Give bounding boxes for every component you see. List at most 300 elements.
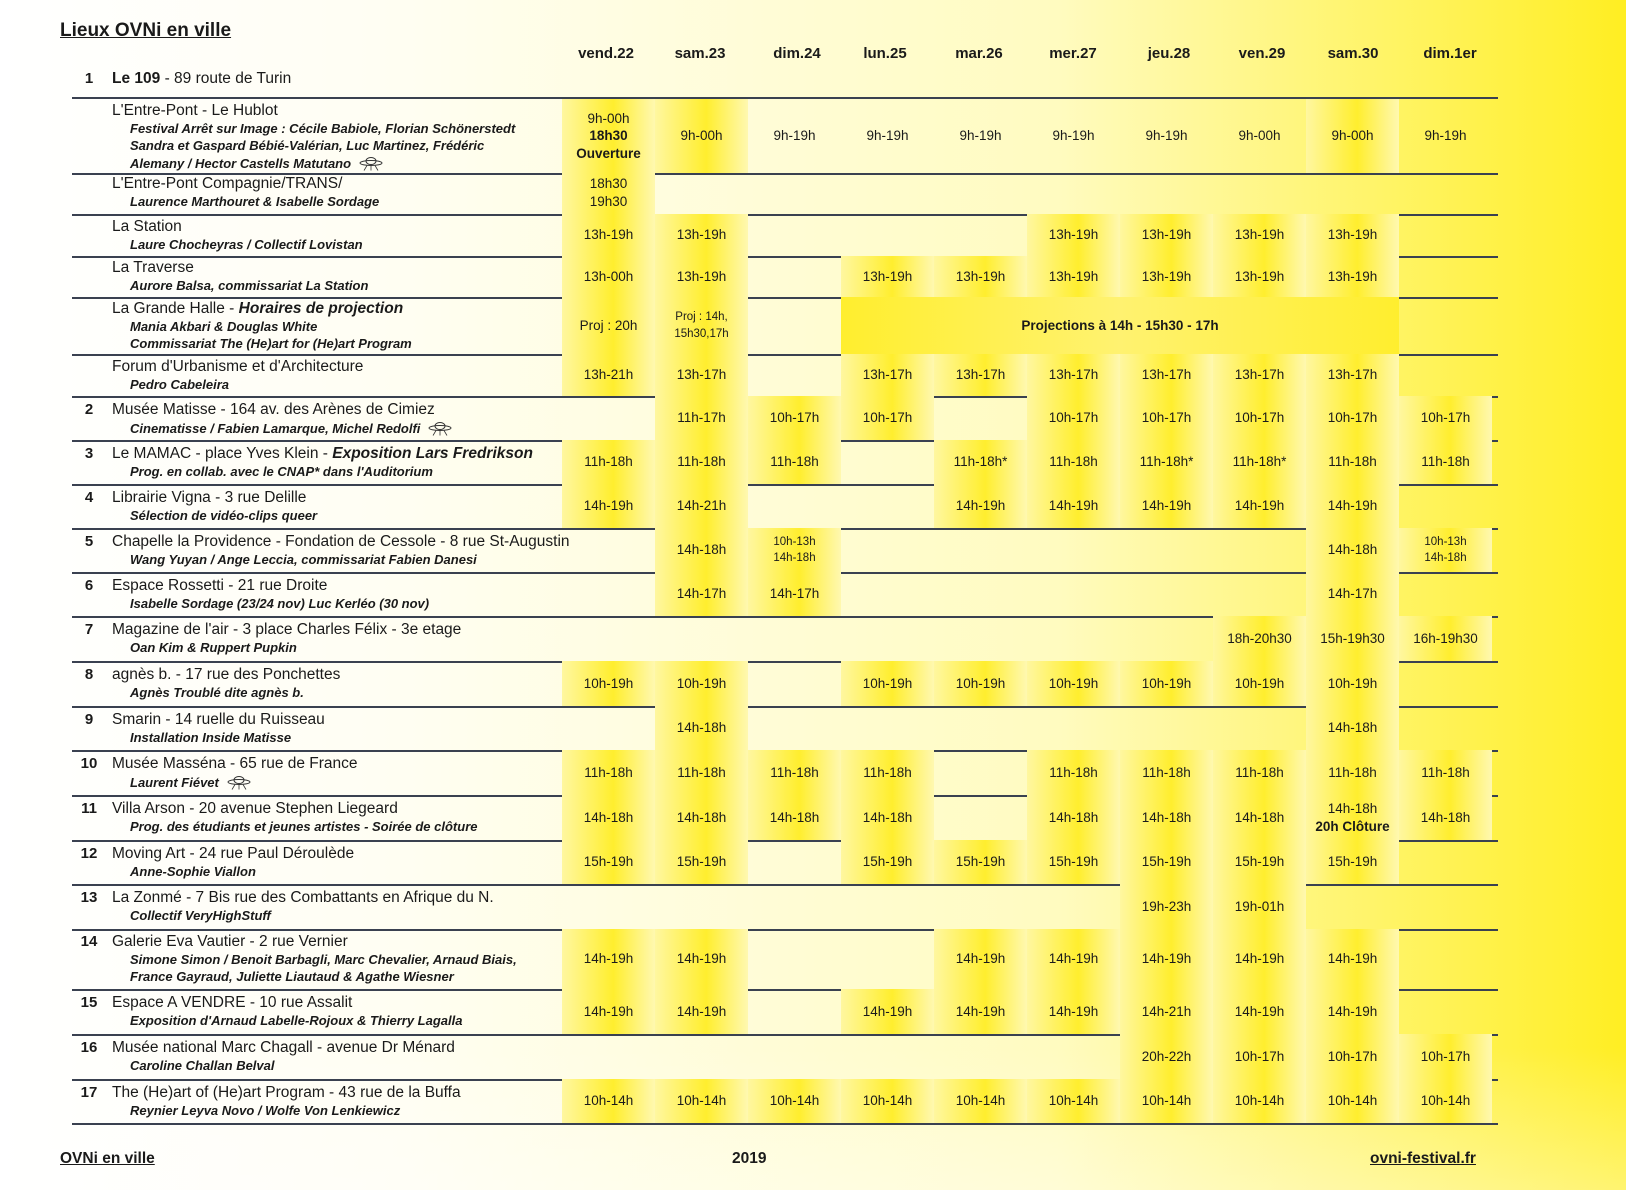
venue-label: Smarin - 14 ruelle du Ruisseau [112, 711, 325, 728]
venue-subtitle-text: Caroline Challan Belval [130, 1058, 275, 1073]
schedule-cell: 10h-17h [1306, 1034, 1399, 1079]
schedule-cell: 14h-17h [1306, 572, 1399, 616]
ufo-icon [227, 774, 251, 793]
venue-number: 6 [84, 577, 94, 594]
day-header: dim.1er [1423, 45, 1477, 62]
schedule-cell: 19h-01h [1213, 884, 1306, 929]
schedule-cell: 10h-17h [1213, 1034, 1306, 1079]
venue-subtitle [130, 774, 251, 793]
schedule-cell: 14h-19h [1027, 484, 1120, 528]
schedule-cell: 10h-14h [1306, 1079, 1399, 1123]
schedule-cell: 15h-19h30 [1306, 616, 1399, 661]
day-header: sam.23 [674, 45, 726, 62]
schedule-row [72, 884, 1498, 931]
venue-subtitle-text: Isabelle Sordage (23/24 nov) Luc Kerléo (30 nov) [130, 596, 430, 611]
schedule-cell: 14h-18h [841, 795, 934, 840]
schedule-row [72, 750, 1498, 797]
day-header: sam.30 [1327, 45, 1379, 62]
schedule-cell: 10h-17h [1213, 396, 1306, 440]
venue-label: La Zonmé - 7 Bis rue des Combattants en Afrique du N. [112, 889, 494, 906]
schedule-row [72, 528, 1498, 574]
venue-label: Musée Masséna - 65 rue de France [112, 755, 358, 772]
schedule-cell: 11h-18h [1027, 440, 1120, 484]
venue-subtitle [130, 864, 256, 879]
day-header: mer.27 [1049, 45, 1097, 62]
venue-number: 2 [84, 401, 94, 418]
schedule-cell: 9h-19h [773, 128, 816, 144]
venue-subtitle [130, 464, 433, 479]
venue-name [112, 845, 354, 863]
venue-label-bold: Horaires de projection [238, 300, 404, 317]
venue-number: 16 [80, 1039, 98, 1056]
schedule-cell: 9h-00h [1238, 128, 1281, 144]
schedule-cell: 10h-19h [1213, 661, 1306, 706]
venue-name [112, 175, 342, 193]
schedule-cell: 13h-19h [655, 256, 748, 297]
schedule-cell: 11h-18h [1399, 750, 1492, 795]
venue-number: 9 [84, 711, 94, 728]
venue-label: L'Entre-Pont - Le Hublot [112, 102, 278, 119]
day-header: mar.26 [955, 45, 1003, 62]
venue-subtitle-text: Anne-Sophie Viallon [130, 864, 256, 879]
venue-name [112, 1084, 461, 1102]
schedule-cell: 15h-19h [1027, 840, 1120, 884]
schedule-cell: 14h-18h [655, 706, 748, 750]
schedule-cell: 9h-19h [1424, 128, 1467, 144]
venue-number: 4 [84, 489, 94, 506]
venue-name [112, 577, 327, 595]
schedule-cell: 14h-18h [1306, 706, 1399, 750]
schedule-cell: 11h-17h [655, 396, 748, 440]
venue-subtitle-text: Laurence Marthouret & Isabelle Sordage [130, 194, 380, 209]
venue-subtitle [130, 237, 363, 252]
venue-subtitle [130, 819, 478, 834]
schedule-cell: 11h-18h [562, 750, 655, 795]
schedule-cell: 10h-19h [1306, 661, 1399, 706]
schedule-cell: 10h-14h [748, 1079, 841, 1123]
venue-name [112, 445, 533, 463]
ufo-icon [428, 420, 452, 439]
schedule-cell: 14h-19h [1306, 484, 1399, 528]
schedule-cell-line: 10h-13h [773, 535, 816, 548]
schedule-cell: 13h-19h [841, 256, 934, 297]
venue-label: La Grande Halle - [112, 300, 239, 317]
venue-subtitle-text: Mania Akbari & Douglas White [130, 319, 318, 334]
schedule-row [72, 929, 1498, 991]
venue-row-1 [72, 62, 1498, 92]
schedule-cell: 13h-21h [562, 354, 655, 396]
venue-subtitle [130, 552, 477, 567]
venue-label: Musée national Marc Chagall - avenue Dr Ménard [112, 1039, 455, 1056]
schedule-cell: 13h-19h [1306, 214, 1399, 256]
day-header: jeu.28 [1147, 45, 1191, 62]
schedule-cell: 13h-19h [1027, 214, 1120, 256]
schedule-cell: 14h-19h [841, 989, 934, 1034]
venue-subtitle-text: Commissariat The (He)art for (He)art Program [130, 336, 412, 351]
venue-label: Villa Arson - 20 avenue Stephen Liegeard [112, 800, 398, 817]
schedule-cell: 14h-18h [1120, 795, 1213, 840]
venue-subtitle [130, 194, 379, 209]
schedule-cell: 15h-19h [1306, 840, 1399, 884]
venue-label: agnès b. - 17 rue des Ponchettes [112, 666, 341, 683]
schedule-row [72, 1079, 1498, 1125]
schedule-cell: 11h-18h [1399, 440, 1492, 484]
venue-name [112, 358, 363, 376]
venue-number: 10 [80, 755, 98, 772]
schedule-row [72, 354, 1498, 398]
venue-name [112, 994, 352, 1012]
schedule-cell [1399, 528, 1492, 572]
schedule-cell-line: Ouverture [576, 145, 641, 161]
venue-subtitle [130, 685, 304, 700]
venue-subtitle [130, 138, 484, 153]
schedule-cell: 11h-18h* [1120, 440, 1213, 484]
venue-label: Forum d'Urbanisme et d'Architecture [112, 358, 364, 375]
schedule-cell: 16h-19h30 [1399, 616, 1492, 661]
schedule-cell: 14h-19h [1213, 484, 1306, 528]
schedule-cell: 15h-19h [1213, 840, 1306, 884]
venue-subtitle [130, 596, 429, 611]
schedule-cell: 14h-19h [1027, 929, 1120, 989]
schedule-cell: 14h-18h [748, 795, 841, 840]
schedule-cell: 11h-18h [1306, 750, 1399, 795]
schedule-cell: 9h-00h [1306, 99, 1399, 173]
schedule-cell: 14h-19h [934, 929, 1027, 989]
venue-label: La Traverse [112, 259, 194, 276]
schedule-cell-line: 14h-18h [1327, 800, 1378, 816]
schedule-cell: 11h-18h [841, 750, 934, 795]
venue-subtitle [130, 319, 317, 334]
venue-name [112, 933, 348, 951]
schedule-row [72, 256, 1498, 299]
schedule-cell [748, 528, 841, 572]
schedule-cell-line: 20h Clôture [1315, 818, 1390, 834]
venue-name [112, 489, 306, 507]
schedule-cell: 13h-19h [1120, 214, 1213, 256]
venue-label: Espace A VENDRE - 10 rue Assalit [112, 994, 353, 1011]
venue-subtitle [130, 121, 515, 136]
schedule-row [72, 484, 1498, 530]
venue-label: Moving Art - 24 rue Paul Déroulède [112, 845, 355, 862]
venue-subtitle [130, 640, 297, 655]
schedule-cell: 14h-18h [655, 528, 748, 572]
schedule-cell: 10h-17h [1399, 396, 1492, 440]
schedule-cell: 10h-14h [841, 1079, 934, 1123]
schedule-cell: 14h-18h [1306, 528, 1399, 572]
schedule-cell-line: 14h-18h [773, 552, 816, 564]
schedule-cell: 11h-18h [1027, 750, 1120, 795]
venue-subtitle-text: Laurent Fiévet [130, 774, 219, 790]
venue-subtitle [130, 1058, 275, 1073]
schedule-cell: 14h-17h [655, 572, 748, 616]
schedule-cell: 13h-17h [1213, 354, 1306, 396]
schedule-cell: 10h-17h [748, 396, 841, 440]
schedule-cell-line: 14h-18h [1424, 552, 1467, 564]
venue-subtitle-text: Aurore Balsa, commissariat La Station [130, 278, 369, 293]
day-header: vend.22 [578, 45, 634, 62]
schedule-row [72, 795, 1498, 842]
venue-subtitle [130, 969, 454, 984]
venue-subtitle [130, 377, 229, 392]
schedule-cell: 13h-19h [655, 214, 748, 256]
schedule-cell: 15h-19h [1120, 840, 1213, 884]
venue-subtitle-text: Sélection de vidéo-clips queer [130, 508, 318, 523]
schedule-row [72, 840, 1498, 886]
schedule-cell: 11h-18h [1120, 750, 1213, 795]
venue-name [112, 755, 358, 773]
schedule-cell: 14h-18h [1399, 795, 1492, 840]
schedule-cell: 14h-19h [655, 989, 748, 1034]
schedule-row [72, 616, 1498, 663]
venue-subtitle [130, 1013, 462, 1028]
venue-name [112, 218, 182, 236]
venue-number: 14 [80, 933, 98, 950]
venue-number: 12 [80, 845, 98, 862]
schedule-cell: 10h-17h [841, 396, 934, 440]
schedule-cell: 14h-19h [1120, 929, 1213, 989]
schedule-cell: 11h-18h [562, 440, 655, 484]
schedule-row [72, 572, 1498, 618]
schedule-row [72, 1034, 1498, 1081]
schedule-cell: 14h-19h [655, 929, 748, 989]
schedule-cell: 10h-14h [562, 1079, 655, 1123]
venue-name [112, 1039, 455, 1057]
schedule-cell: 10h-17h [1027, 396, 1120, 440]
schedule-cell [1306, 795, 1399, 840]
schedule-cell: 11h-18h [1306, 440, 1399, 484]
venue-subtitle [130, 952, 517, 967]
schedule-row [72, 214, 1498, 258]
schedule-cell: 14h-18h [1027, 795, 1120, 840]
schedule-cell: 10h-19h [655, 661, 748, 706]
day-header: dim.24 [773, 45, 821, 62]
venue-label-bold: Exposition Lars Fredrikson [332, 445, 533, 462]
venue-subtitle-text: Collectif VeryHighStuff [130, 908, 271, 923]
venue-subtitle [130, 508, 317, 523]
schedule-cell: 18h-20h30 [1213, 616, 1306, 661]
schedule-cell: 11h-18h* [1213, 440, 1306, 484]
venue-label: Magazine de l'air - 3 place Charles Félix - 3e etage [112, 621, 462, 638]
schedule-cell-line: 19h30 [589, 193, 628, 209]
schedule-cell: 11h-18h* [934, 440, 1027, 484]
schedule-cell: 10h-19h [934, 661, 1027, 706]
schedule-cell: 13h-17h [1120, 354, 1213, 396]
venue-subtitle-text: Installation Inside Matisse [130, 730, 292, 745]
venue-label: Librairie Vigna - 3 rue Delille [112, 489, 307, 506]
schedule-cell: 11h-18h [655, 750, 748, 795]
venue-subtitle-text: Prog. des étudiants et jeunes artistes - Soirée de clôture [130, 819, 478, 834]
schedule-cell: 13h-17h [1027, 354, 1120, 396]
venue-label: The (He)art of (He)art Program - 43 rue de la Buffa [112, 1084, 461, 1101]
venue-subtitle-text: Reynier Leyva Novo / Wolfe Von Lenkiewicz [130, 1103, 401, 1118]
venue-subtitle-text: Wang Yuyan / Ange Leccia, commissariat Fabien Danesi [130, 552, 477, 567]
schedule-cell: 14h-19h [1306, 929, 1399, 989]
schedule-cell: 14h-21h [655, 484, 748, 528]
schedule-cell: 13h-17h [841, 354, 934, 396]
venue-number: 7 [84, 621, 94, 638]
schedule-cell: Proj : 20h [562, 297, 655, 354]
schedule-cell: 10h-17h [1120, 396, 1213, 440]
schedule-cell: 19h-23h [1120, 884, 1213, 929]
schedule-cell: 10h-17h [1306, 396, 1399, 440]
schedule-cell: 14h-19h [1213, 929, 1306, 989]
footer-website-link[interactable]: ovni-festival.fr [1370, 1150, 1476, 1167]
schedule-row [72, 396, 1498, 442]
schedule-cell: 15h-19h [562, 840, 655, 884]
schedule-cell-line: 10h-13h [1424, 535, 1467, 548]
venue-subtitle [130, 1103, 400, 1118]
schedule-cell: 13h-17h [655, 354, 748, 396]
venue-subtitle-text: Laure Chocheyras / Collectif Lovistan [130, 237, 363, 252]
schedule-cell: 13h-17h [934, 354, 1027, 396]
venue-subtitle-text: Exposition d'Arnaud Labelle-Rojoux & Thierry Lagalla [130, 1013, 463, 1028]
schedule-cell: 10h-14h [1213, 1079, 1306, 1123]
schedule-cell: 10h-14h [1120, 1079, 1213, 1123]
venue-name [112, 300, 403, 318]
schedule-cell [562, 171, 655, 214]
schedule-cell: 11h-18h [748, 750, 841, 795]
schedule-cell: 14h-19h [934, 484, 1027, 528]
schedule-cell: 14h-18h [562, 795, 655, 840]
schedule-cell: 9h-19h [1145, 128, 1188, 144]
schedule-cell: 11h-18h [1213, 750, 1306, 795]
schedule-row [72, 297, 1498, 356]
venue-subtitle [130, 336, 412, 351]
venue-address: - 89 route de Turin [160, 70, 292, 87]
venue-subtitle-text: Agnès Troublé dite agnès b. [130, 685, 304, 700]
schedule-cell: 10h-19h [562, 661, 655, 706]
schedule-cell: 10h-14h [934, 1079, 1027, 1123]
day-header: ven.29 [1238, 45, 1286, 62]
venue-name [112, 711, 325, 729]
schedule-cell: 10h-14h [1399, 1079, 1492, 1123]
venue-subtitle-text: Cinematisse / Fabien Lamarque, Michel Redolfi [130, 420, 421, 436]
schedule-row [72, 97, 1498, 175]
venue-subtitle-text: Prog. en collab. avec le CNAP* dans l'Auditorium [130, 464, 433, 479]
schedule-cell: 9h-19h [866, 128, 909, 144]
schedule-row [72, 440, 1498, 486]
venue-label: L'Entre-Pont Compagnie/TRANS/ [112, 175, 343, 192]
venue-name [112, 259, 194, 277]
venue-label: Le MAMAC - place Yves Klein - [112, 445, 333, 462]
footer-year: 2019 [732, 1150, 767, 1167]
schedule-cell-line: 18h30 [589, 128, 628, 144]
venue-name [112, 889, 494, 907]
venue-subtitle [130, 278, 368, 293]
schedule-cell: 14h-19h [562, 989, 655, 1034]
schedule-cell: 9h-19h [1052, 128, 1095, 144]
schedule-cell: 10h-19h [841, 661, 934, 706]
schedule-cell-line: 9h-00h [587, 110, 630, 126]
venue-number: 3 [84, 445, 94, 462]
schedule-cell: 13h-19h [934, 256, 1027, 297]
venue-number: 5 [84, 533, 94, 550]
venue-subtitle [130, 730, 291, 745]
schedule-cell: 14h-19h [934, 989, 1027, 1034]
venue-label: Espace Rossetti - 21 rue Droite [112, 577, 328, 594]
schedule-cell [562, 99, 655, 173]
schedule-cell: 14h-17h [748, 572, 841, 616]
schedule-cell-line: 18h30 [589, 175, 628, 191]
schedule-cell: 9h-00h [655, 99, 748, 173]
venue-number: 1 [84, 70, 94, 87]
schedule-cell: 15h-19h [934, 840, 1027, 884]
schedule-cell: 14h-19h [1027, 989, 1120, 1034]
venue-number: 8 [84, 666, 94, 683]
venue-subtitle [130, 908, 271, 923]
venue-subtitle-text: Festival Arrêt sur Image : Cécile Babiole, Florian Schönerstedt [130, 121, 516, 136]
schedule-cell: 13h-19h [1213, 214, 1306, 256]
schedule-cell: 14h-19h [562, 484, 655, 528]
venue-name [112, 102, 278, 120]
schedule-cell: 14h-19h [1306, 989, 1399, 1034]
schedule-row [72, 706, 1498, 752]
schedule-cell: 15h-19h [841, 840, 934, 884]
schedule-row [72, 989, 1498, 1036]
schedule-cell: 13h-19h [562, 214, 655, 256]
venue-label: Musée Matisse - 164 av. des Arènes de Cimiez [112, 401, 435, 418]
schedule-cell: 10h-19h [1027, 661, 1120, 706]
venue-subtitle-text: Simone Simon / Benoit Barbagli, Marc Chevalier, Arnaud Biais, [130, 952, 517, 967]
schedule-cell: 11h-18h [748, 440, 841, 484]
page-title: Lieux OVNi en ville [60, 20, 232, 41]
schedule-cell: 10h-19h [1120, 661, 1213, 706]
venue-subtitle-text: France Gayraud, Juliette Liautaud & Agathe Wiesner [130, 969, 454, 984]
venue-name [112, 800, 398, 818]
projection-span-cell: Projections à 14h - 15h30 - 17h [841, 297, 1399, 354]
venue-label: La Station [112, 218, 182, 235]
schedule-cell: 10h-14h [655, 1079, 748, 1123]
venue-subtitle-text: Oan Kim & Ruppert Pupkin [130, 640, 297, 655]
schedule-cell: 10h-14h [1027, 1079, 1120, 1123]
schedule-cell: 20h-22h [1120, 1034, 1213, 1079]
venue-name [112, 70, 291, 88]
schedule-cell: 14h-18h [1213, 795, 1306, 840]
venue-label: Galerie Eva Vautier - 2 rue Vernier [112, 933, 348, 950]
venue-name [112, 666, 340, 684]
schedule-cell: 13h-17h [1306, 354, 1399, 396]
day-header: lun.25 [863, 45, 907, 62]
venue-subtitle-text: Sandra et Gaspard Bébié-Valérian, Luc Martinez, Frédéric [130, 138, 485, 153]
footer-left[interactable]: OVNi en ville [60, 1150, 155, 1167]
schedule-cell: 14h-19h [562, 929, 655, 989]
venue-subtitle [130, 420, 452, 439]
schedule-cell: 13h-19h [1306, 256, 1399, 297]
venue-name [112, 401, 435, 419]
schedule-cell: 9h-19h [959, 128, 1002, 144]
schedule-cell: 13h-19h [1027, 256, 1120, 297]
schedule-cell: 13h-19h [1213, 256, 1306, 297]
venue-name [112, 621, 461, 639]
schedule-cell: 10h-17h [1399, 1034, 1492, 1079]
schedule-cell: 13h-00h [562, 256, 655, 297]
schedule-cell: 15h-19h [655, 840, 748, 884]
venue-name [112, 533, 570, 551]
venue-subtitle-text: Alemany / Hector Castells Matutano [130, 155, 352, 171]
schedule-cell: 13h-19h [1120, 256, 1213, 297]
venue-number: 17 [80, 1084, 98, 1101]
schedule-row [72, 661, 1498, 708]
venue-name-bold: Le 109 [112, 70, 161, 87]
venue-subtitle-text: Pedro Cabeleira [130, 377, 229, 392]
venue-number: 13 [80, 889, 98, 906]
schedule-cell: 14h-19h [1213, 989, 1306, 1034]
schedule-cell: 11h-18h [655, 440, 748, 484]
schedule-cell: 14h-21h [1120, 989, 1213, 1034]
venue-number: 11 [81, 800, 97, 817]
schedule-row [72, 171, 1498, 216]
schedule-cell: 14h-19h [1120, 484, 1213, 528]
